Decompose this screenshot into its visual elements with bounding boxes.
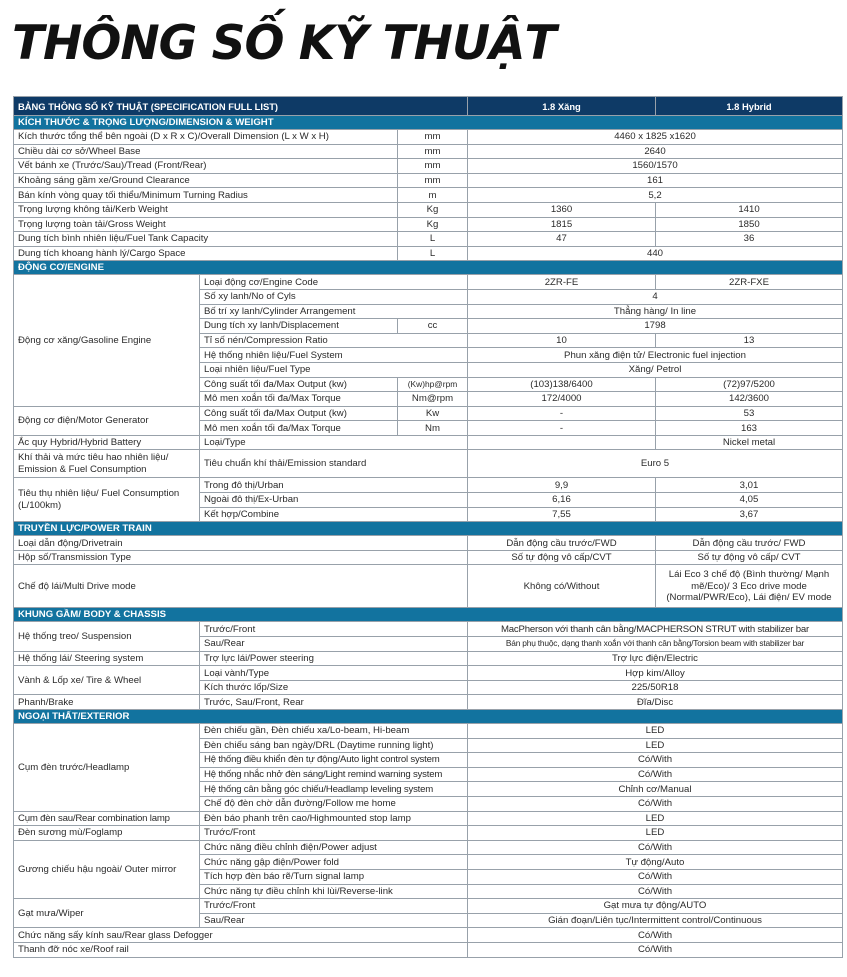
table-row [14,173,843,188]
row-label: Kết hợp/Combine [200,507,468,522]
section-powertrain [14,522,843,536]
row-label: Trước/Front [200,899,468,914]
row-unit: mm [398,159,468,174]
group-label: Động cơ điện/Motor Generator [14,406,200,435]
row-unit: cc [398,319,468,334]
row-value: 440 [468,246,843,261]
row-value-petrol: 6,16 [468,493,656,508]
row-value: Có/With [468,767,843,782]
row-value-petrol: 47 [468,232,656,247]
table-row [14,565,843,608]
row-value-hybrid: 36 [656,232,843,247]
row-label: Hệ thống nhiên liệu/Fuel System [200,348,468,363]
group-label: Phanh/Brake [14,695,200,710]
group-label: Gương chiếu hậu ngoài/ Outer mirror [14,840,200,898]
table-row [14,666,843,681]
table-row [14,826,843,841]
row-value: Hợp kim/Alloy [468,666,843,681]
row-value: 2640 [468,144,843,159]
table-row [14,942,843,957]
row-value-hybrid: 3,01 [656,478,843,493]
row-unit: Kg [398,217,468,232]
section-engine [14,261,843,275]
row-value: 1560/1570 [468,159,843,174]
row-label: Trước/Front [200,622,468,637]
row-value-hybrid: 2ZR-FXE [656,275,843,290]
row-label: Bố trí xy lanh/Cylinder Arrangement [200,304,468,319]
row-label: Chức năng sấy kính sau/Rear glass Defogger [14,928,468,943]
table-row [14,144,843,159]
row-label: Trước/Front [200,826,468,841]
spec-table [13,96,843,958]
row-value: 5,2 [468,188,843,203]
group-label: Vành & Lốp xe/ Tire & Wheel [14,666,200,695]
row-label: Tỉ số nén/Compression Ratio [200,333,468,348]
row-value: LED [468,811,843,826]
header-label: BẢNG THÔNG SỐ KỸ THUẬT (SPECIFICATION FULL LIST) [14,97,468,116]
row-value: Bán phụ thuộc, dạng thanh xoắn với thanh cân bằng/Torsion beam with stabilizer bar [468,637,843,652]
row-label: Trọng lượng không tải/Kerb Weight [14,202,398,217]
table-row [14,724,843,739]
row-value-hybrid: Dẫn động cầu trước/ FWD [656,536,843,551]
row-label: Trước, Sau/Front, Rear [200,695,468,710]
header-col-hybrid: 1.8 Hybrid [656,97,843,116]
row-unit: L [398,232,468,247]
row-value-petrol [468,435,656,450]
row-value: Gạt mưa tự động/AUTO [468,899,843,914]
table-row [14,275,843,290]
row-label: Ngoài đô thị/Ex-Urban [200,493,468,508]
section-exterior [14,710,843,724]
row-value: Có/With [468,796,843,811]
row-value: 161 [468,173,843,188]
row-value-petrol: Số tự động vô cấp/CVT [468,550,656,565]
row-label: Chức năng tự điều chỉnh khi lùi/Reverse-link [200,884,468,899]
row-label: Chiều dài cơ sở/Wheel Base [14,144,398,159]
row-value-petrol: 172/4000 [468,392,656,407]
row-value: LED [468,826,843,841]
row-label: Kích thước lốp/Size [200,680,468,695]
row-label: Dung tích khoang hành lý/Cargo Space [14,246,398,261]
row-label: Bán kính vòng quay tối thiểu/Minimum Turning Radius [14,188,398,203]
row-label: Đèn chiếu gần, Đèn chiếu xa/Lo-beam, Hi-beam [200,724,468,739]
group-label: Tiêu thụ nhiên liệu/ Fuel Consumption (L/100km) [14,478,200,522]
row-value: Thẳng hàng/ In line [468,304,843,319]
row-value: 225/50R18 [468,680,843,695]
section-dimension [14,116,843,130]
row-value: Có/With [468,840,843,855]
table-row [14,435,843,450]
row-label: Loại động cơ/Engine Code [200,275,468,290]
row-unit: L [398,246,468,261]
row-label: Công suất tối đa/Max Output (kw) [200,406,398,421]
table-row [14,406,843,421]
row-value-petrol: - [468,421,656,436]
row-value: Có/With [468,884,843,899]
page-title: THÔNG SỐ KỸ THUẬT [12,16,556,71]
row-value: Có/With [468,869,843,884]
group-label: Hệ thống treo/ Suspension [14,622,200,651]
row-unit: mm [398,173,468,188]
row-value: 4 [468,289,843,304]
section-chassis [14,608,843,622]
row-label: Trọng lượng toàn tải/Gross Weight [14,217,398,232]
row-unit: mm [398,144,468,159]
row-label: Mô men xoắn tối đa/Max Torque [200,421,398,436]
row-label: Vết bánh xe (Trước/Sau)/Tread (Front/Rear) [14,159,398,174]
row-value-hybrid: Nickel metal [656,435,843,450]
row-value-petrol: Dẫn động cầu trước/FWD [468,536,656,551]
row-value-hybrid: Số tự động vô cấp/ CVT [656,550,843,565]
row-label: Loại nhiên liệu/Fuel Type [200,362,468,377]
row-value-hybrid: (72)97/5200 [656,377,843,392]
row-label: Chế độ lái/Multi Drive mode [14,565,468,608]
row-value: LED [468,724,843,739]
row-value: Có/With [468,942,843,957]
row-label: Khoảng sáng gầm xe/Ground Clearance [14,173,398,188]
row-label: Hệ thống nhắc nhở đèn sáng/Light remind warning system [200,767,468,782]
group-label: Gạt mưa/Wiper [14,899,200,928]
row-value-petrol: 9,9 [468,478,656,493]
row-unit: Kg [398,202,468,217]
row-value: MacPherson với thanh cân bằng/MACPHERSON STRUT with stabilizer bar [468,622,843,637]
row-value: Chỉnh cơ/Manual [468,782,843,797]
table-row [14,188,843,203]
table-row [14,695,843,710]
row-value: Xăng/ Petrol [468,362,843,377]
table-row [14,899,843,914]
row-value: 1798 [468,319,843,334]
row-label: Chế độ đèn chờ dẫn đường/Follow me home [200,796,468,811]
row-value-hybrid: 4,05 [656,493,843,508]
section-title: TRUYỀN LỰC/POWER TRAIN [14,522,843,536]
group-label: Ắc quy Hybrid/Hybrid Battery [14,435,200,450]
row-value-petrol: - [468,406,656,421]
group-label: Đèn sương mù/Foglamp [14,826,200,841]
row-value: Tự động/Auto [468,855,843,870]
group-label: Khí thải và mức tiêu hao nhiên liệu/ Emission & Fuel Consumption [14,450,200,478]
row-value: Gián đoạn/Liên tục/Intermittent control/Continuous [468,913,843,928]
row-label: Chức năng điều chỉnh điện/Power adjust [200,840,468,855]
row-value-hybrid: 142/3600 [656,392,843,407]
row-label: Hệ thống điều khiển đèn tự động/Auto light control system [200,753,468,768]
row-label: Trong đô thị/Urban [200,478,468,493]
row-label: Loại dẫn động/Drivetrain [14,536,468,551]
table-row [14,130,843,145]
row-unit: (Kw)hp@rpm [398,377,468,392]
row-unit: Nm [398,421,468,436]
row-value-hybrid: 3,67 [656,507,843,522]
row-label: Dung tích bình nhiên liệu/Fuel Tank Capacity [14,232,398,247]
row-label: Loại/Type [200,435,468,450]
row-label: Đèn báo phanh trên cao/Highmounted stop lamp [200,811,468,826]
row-value: Đĩa/Disc [468,695,843,710]
table-row [14,622,843,637]
row-unit: Kw [398,406,468,421]
group-label: Hệ thống lái/ Steering system [14,651,200,666]
table-row [14,232,843,247]
row-value: 4460 x 1825 x1620 [468,130,843,145]
group-label: Cụm đèn sau/Rear combination lamp [14,811,200,826]
table-row [14,159,843,174]
row-label: Hệ thống cân bằng góc chiếu/Headlamp leveling system [200,782,468,797]
row-value-petrol: Không có/Without [468,565,656,608]
row-value-hybrid: Lái Eco 3 chế độ (Bình thường/ Mạnh mẽ/Eco)/ 3 Eco drive mode (Normal/PWR/Eco), Lái điện/ EV mode [656,565,843,608]
row-value-petrol: 1360 [468,202,656,217]
row-unit: Nm@rpm [398,392,468,407]
row-label: Trợ lực lái/Power steering [200,651,468,666]
table-row [14,550,843,565]
table-row [14,202,843,217]
row-value: LED [468,738,843,753]
row-value-petrol: 10 [468,333,656,348]
group-label: Động cơ xăng/Gasoline Engine [14,275,200,406]
row-value-hybrid: 53 [656,406,843,421]
table-row [14,478,843,493]
row-value-hybrid: 1410 [656,202,843,217]
row-value: Trợ lực điện/Electric [468,651,843,666]
row-label: Hộp số/Transmission Type [14,550,468,565]
row-value: Có/With [468,928,843,943]
row-label: Loại vành/Type [200,666,468,681]
row-label: Kích thước tổng thể bên ngoài (D x R x C)/Overall Dimension (L x W x H) [14,130,398,145]
row-unit: mm [398,130,468,145]
row-label: Mô men xoắn tối đa/Max Torque [200,392,398,407]
row-value: Euro 5 [468,450,843,478]
table-row [14,811,843,826]
row-value-petrol: 2ZR-FE [468,275,656,290]
section-title: KÍCH THƯỚC & TRỌNG LƯỢNG/DIMENSION & WEIGHT [14,116,843,130]
row-label: Tiêu chuẩn khí thải/Emission standard [200,450,468,478]
row-value-hybrid: 13 [656,333,843,348]
row-value: Có/With [468,753,843,768]
table-row [14,450,843,478]
row-label: Công suất tối đa/Max Output (kw) [200,377,398,392]
section-title: KHUNG GẦM/ BODY & CHASSIS [14,608,843,622]
row-label: Đèn chiếu sáng ban ngày/DRL (Daytime running light) [200,738,468,753]
table-row [14,536,843,551]
table-header [14,97,843,116]
group-label: Cụm đèn trước/Headlamp [14,724,200,812]
row-label: Sau/Rear [200,913,468,928]
row-label: Thanh đỡ nóc xe/Roof rail [14,942,468,957]
row-label: Chức năng gập điện/Power fold [200,855,468,870]
row-unit: m [398,188,468,203]
table-row [14,246,843,261]
table-row [14,840,843,855]
header-col-petrol: 1.8 Xăng [468,97,656,116]
row-label: Số xy lanh/No of Cyls [200,289,468,304]
row-value-hybrid: 1850 [656,217,843,232]
section-title: NGOẠI THẤT/EXTERIOR [14,710,843,724]
row-value-petrol: 7,55 [468,507,656,522]
row-label: Sau/Rear [200,637,468,652]
row-label: Tích hợp đèn báo rẽ/Turn signal lamp [200,869,468,884]
row-value-petrol: 1815 [468,217,656,232]
row-label: Dung tích xy lanh/Displacement [200,319,398,334]
table-row [14,928,843,943]
table-row [14,217,843,232]
row-value: Phun xăng điện tử/ Electronic fuel injection [468,348,843,363]
section-title: ĐỘNG CƠ/ENGINE [14,261,843,275]
row-value-petrol: (103)138/6400 [468,377,656,392]
table-row [14,651,843,666]
row-value-hybrid: 163 [656,421,843,436]
